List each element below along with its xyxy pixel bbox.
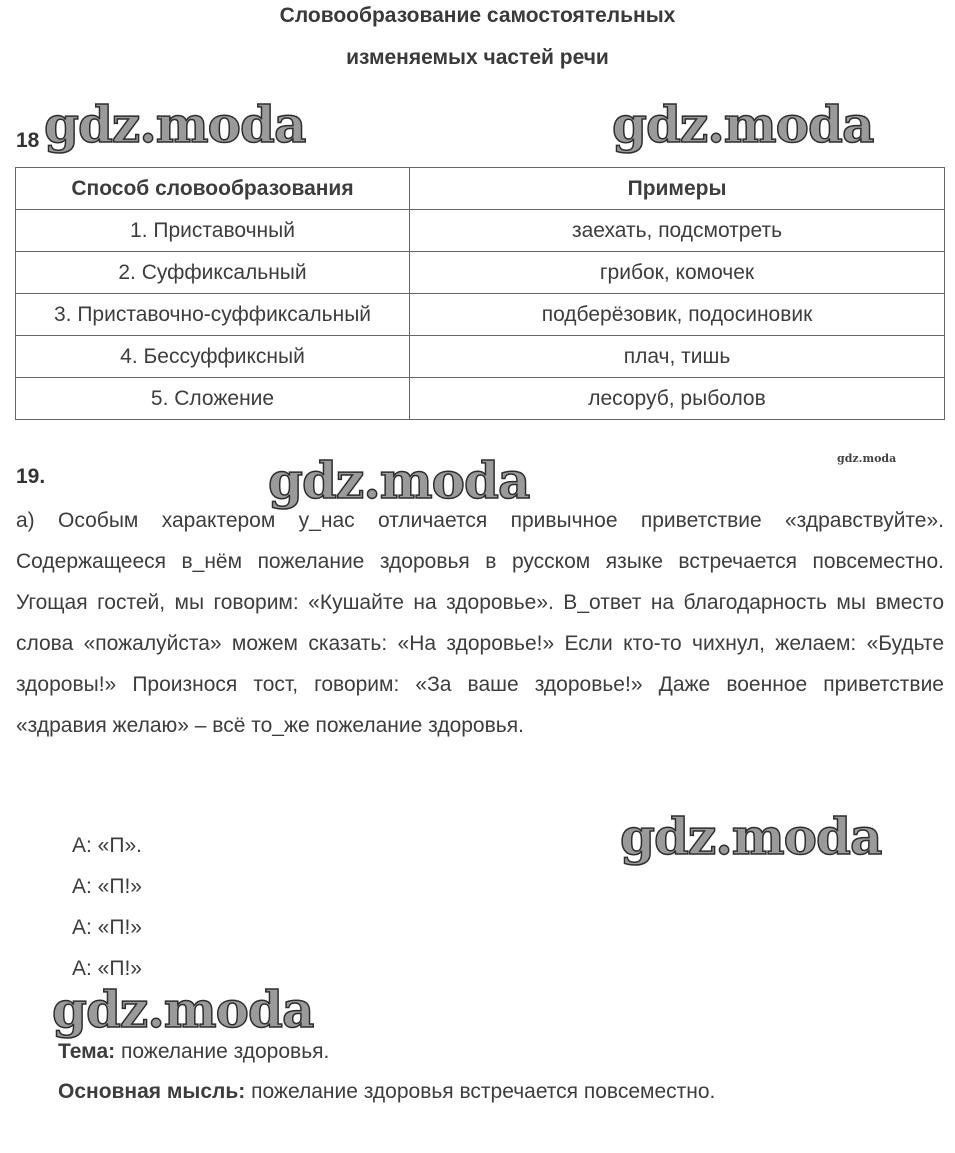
main-idea-label: Основная мысль: (58, 1080, 246, 1103)
theme-label: Тема: (58, 1040, 116, 1063)
method-cell: 1. Приставочный (16, 210, 410, 252)
method-cell: 3. Приставочно-суффиксальный (16, 294, 410, 336)
task-19-number: 19. (16, 465, 46, 488)
table-row (16, 294, 945, 336)
speech-scheme-line: А: «П!» (72, 875, 142, 898)
watermark-logo: gdz.moda (52, 980, 314, 1039)
table-row (16, 336, 945, 378)
task-18-number: 18 (16, 129, 40, 152)
task-19-paragraph: а) Особым характером у_нас отличается привычное приветствие «здравствуйте». Содержащееся в_нём пожелание здоровья в русском языке встречается повсеместно. Угощая гостей, мы говорим: «Кушайте на здоровье». В_ответ на благодарность мы вместо слова «пожалуйста» можем сказать: «На здоровье!» Если кто-то чихнул, желаем: «Будьте здоровы!» Произнося тост, говорим: «За ваше здоровье!» Даже военное приветствие «здравия желаю» – всё то_же пожелание здоровья. (16, 509, 944, 737)
title-line-2: изменяемых частей речи (346, 46, 609, 69)
watermark-logo: gdz.moda (44, 95, 306, 154)
table-row (16, 252, 945, 294)
watermark-logo: gdz.moda (268, 451, 530, 510)
examples-cell: плач, тишь (410, 336, 945, 378)
method-cell: 5. Сложение (16, 378, 410, 420)
watermark-logo: gdz.moda (620, 807, 882, 866)
column-header: Примеры (410, 168, 945, 210)
method-cell: 4. Бессуффиксный (16, 336, 410, 378)
word-formation-table (15, 167, 945, 420)
examples-cell: заехать, подсмотреть (410, 210, 945, 252)
watermark-logo: gdz.moda (612, 95, 874, 154)
watermark-small: gdz.moda (837, 452, 897, 465)
speech-scheme-line: А: «П». (72, 834, 142, 857)
speech-scheme-line: А: «П!» (72, 916, 142, 939)
table-row (16, 210, 945, 252)
examples-cell: лесоруб, рыболов (410, 378, 945, 420)
method-cell: 2. Суффиксальный (16, 252, 410, 294)
theme-value: пожелание здоровья. (115, 1040, 330, 1063)
examples-cell: подберёзовик, подосиновик (410, 294, 945, 336)
main-idea-line (58, 1080, 715, 1104)
column-header: Способ словообразования (16, 168, 410, 210)
main-idea-value: пожелание здоровья встречается повсеместно. (245, 1080, 716, 1103)
speech-scheme-line: А: «П!» (72, 957, 142, 980)
examples-cell: грибок, комочек (410, 252, 945, 294)
title-line-1: Словообразование самостоятельных (279, 4, 676, 27)
table-row (16, 378, 945, 420)
theme-line (58, 1040, 329, 1064)
table-header-row (16, 168, 945, 210)
